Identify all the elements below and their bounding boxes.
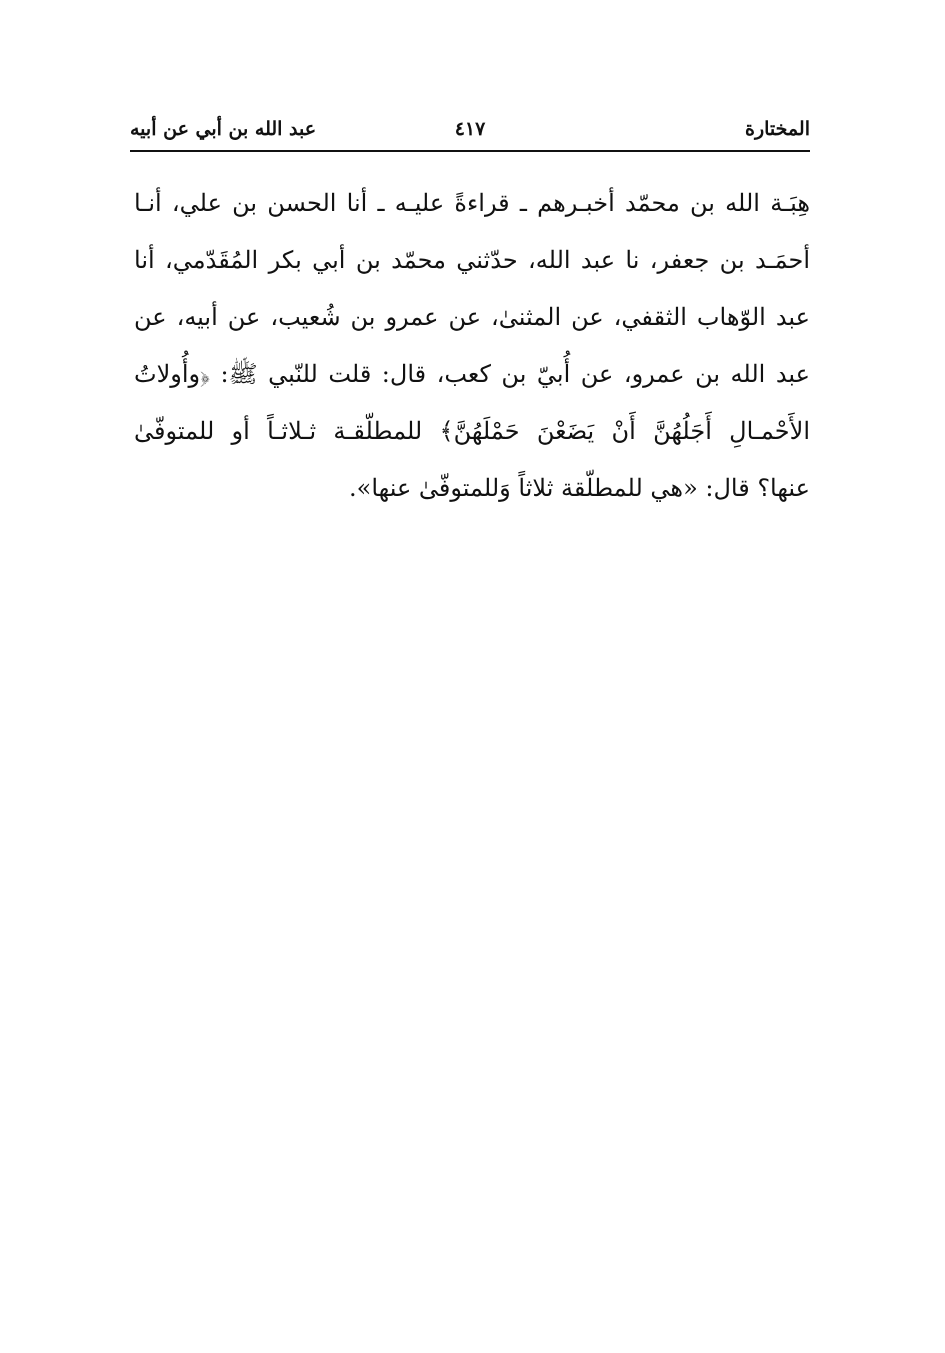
text-line: عبد الله بن عمرو، عن أُبيّ بن كعب، قال: قلت للنّبي ﷺ: ﴿وأُولاتُ — [134, 360, 810, 388]
text-line: عنها؟ قال: «هي للمطلّقة ثلاثاً وَللمتوفّىٰ عنها». — [349, 474, 810, 502]
text-line: هِبَـة الله بن محمّد أخبـرهم ـ قراءةً عليـه ـ أنا الحسن بن علي، أنـا — [134, 189, 810, 217]
body-paragraph — [134, 175, 810, 517]
book-title: المختارة — [745, 118, 810, 140]
page-number: ٤١٧ — [454, 118, 486, 140]
running-header — [130, 112, 810, 152]
text-line: أحمَـد بن جعفر، نا عبد الله، حدّثني محمّد بن أبي بكر المُقَدّمي، أنا — [134, 246, 810, 274]
section-title: عبد الله بن أبي عن أبيه — [130, 118, 317, 140]
text-line: عبد الوّهاب الثقفي، عن المثنىٰ، عن عمرو بن شُعيب، عن أبيه، عن — [134, 303, 810, 331]
text-line: الأَحْمـالِ أَجَلُهُنَّ أَنْ يَضَعْنَ حَمْلَهُنَّ﴾ للمطلّقـة ثـلاثـاً أو للمتوفّىٰ — [134, 417, 810, 445]
